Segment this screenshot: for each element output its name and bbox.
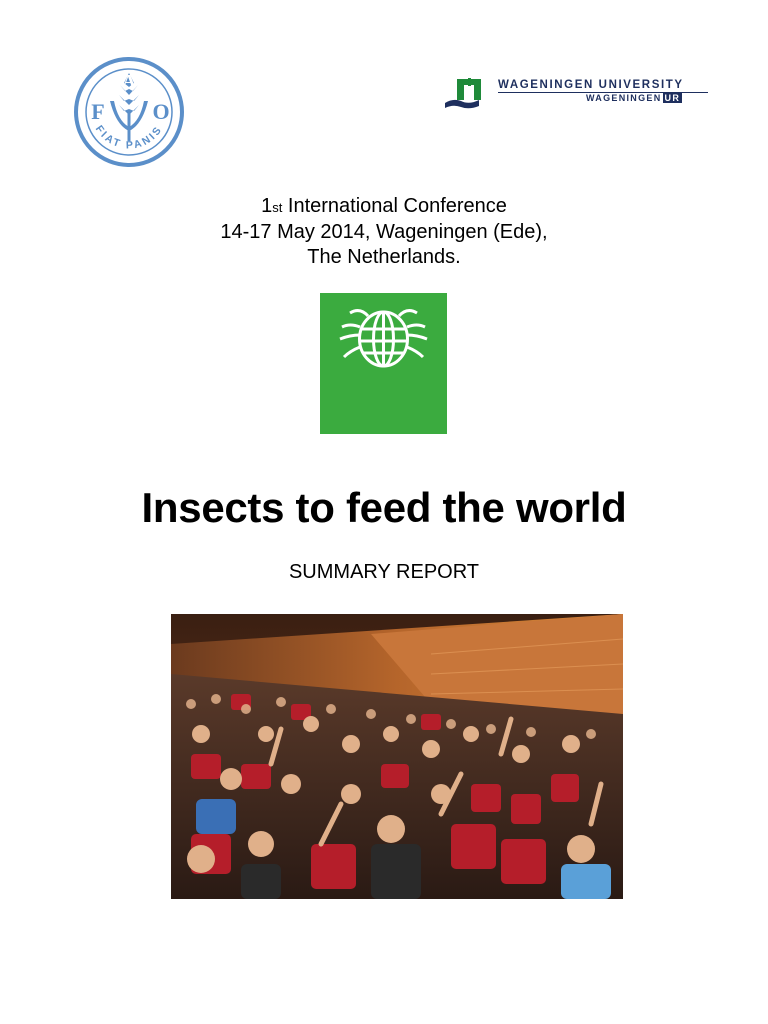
wur-name: WAGENINGEN UNIVERSITY: [498, 79, 684, 91]
audience-photo-image: [171, 614, 623, 899]
conference-line-2: 14-17 May 2014, Wageningen (Ede),: [220, 221, 548, 243]
fao-letter-o: O: [152, 99, 170, 124]
fao-motto: FIAT PANIS: [92, 123, 166, 152]
conference-info: [0, 194, 768, 270]
fao-letter-f: F: [91, 99, 105, 124]
conference-name: International Conference: [282, 195, 507, 217]
conference-ordinal: 1: [261, 195, 273, 217]
document-title: Insects to feed the world: [141, 484, 627, 531]
insects-logo: [320, 293, 447, 434]
fao-logo: [72, 57, 186, 167]
conference-line-3: The Netherlands.: [307, 246, 461, 268]
document-subtitle: SUMMARY REPORT: [288, 561, 480, 583]
wur-ur-badge: UR: [664, 93, 681, 103]
conference-line-1: [0, 194, 768, 220]
wur-sub-text: WAGENINGEN: [586, 93, 662, 103]
conference-audience-photo: [171, 614, 623, 899]
fao-letter-a: A: [122, 71, 136, 91]
globe-insect-icon: [320, 293, 447, 383]
conference-ordinal-suffix: st: [272, 200, 283, 215]
wur-subname: [586, 93, 682, 103]
